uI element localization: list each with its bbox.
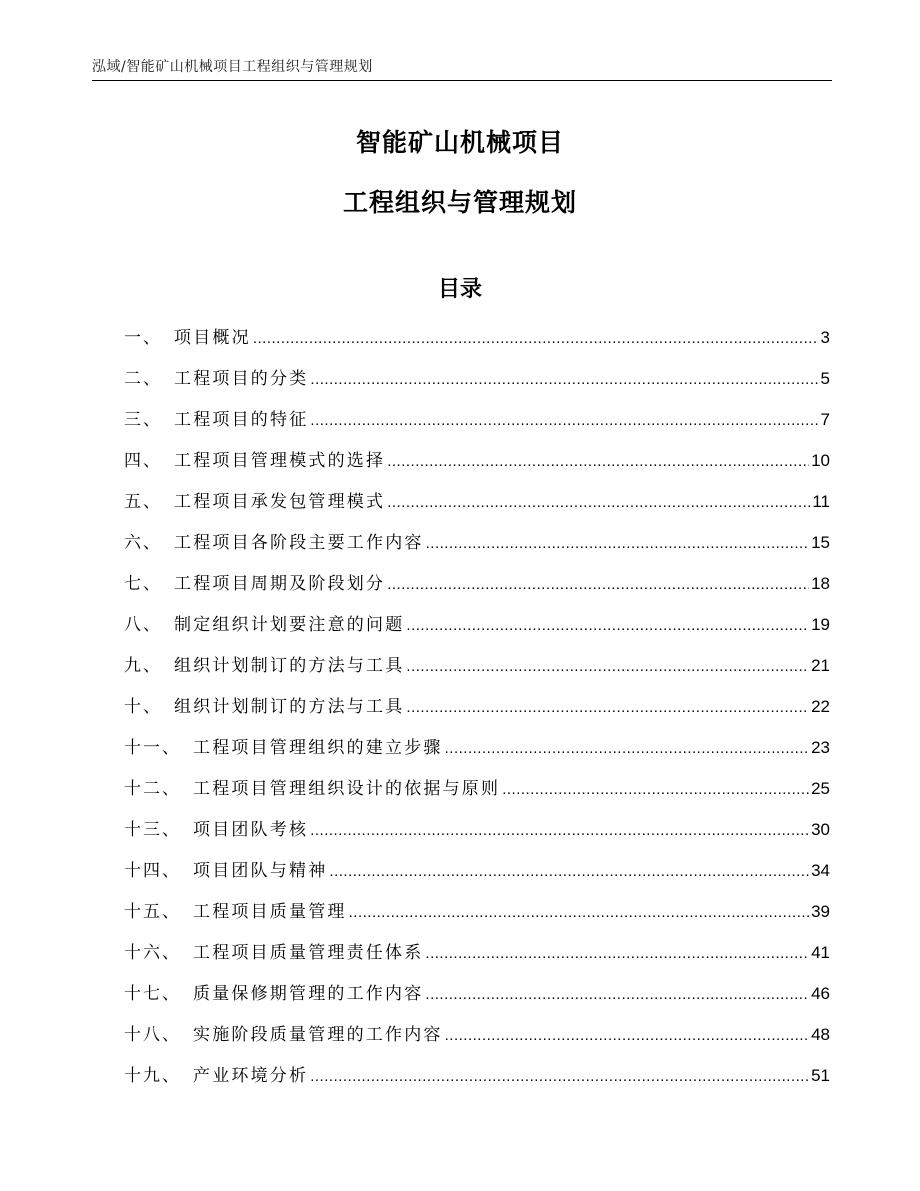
toc-entry-title: 组织计划制订的方法与工具 — [174, 697, 405, 717]
toc-dot-leader — [387, 570, 809, 600]
toc-entry-number: 二、 — [124, 369, 162, 389]
toc-entry-title: 工程项目管理组织设计的依据与原则 — [193, 779, 501, 799]
toc-entry[interactable] — [124, 815, 830, 856]
toc-entry-page: 41 — [811, 943, 830, 962]
toc-entry-title: 制定组织计划要注意的问题 — [174, 615, 405, 635]
toc-entry[interactable] — [124, 610, 830, 651]
toc-entry-page: 15 — [811, 533, 830, 552]
toc-entry-number: 七、 — [124, 574, 162, 594]
toc-entry[interactable] — [124, 487, 830, 528]
toc-entry-title: 工程项目各阶段主要工作内容 — [174, 533, 424, 553]
toc-entry[interactable] — [124, 774, 830, 815]
toc-dot-leader — [387, 488, 810, 518]
toc-entry-page: 39 — [811, 902, 830, 921]
toc-entry-page: 30 — [811, 820, 830, 839]
toc-entry-number: 十六、 — [124, 943, 181, 963]
toc-entry[interactable] — [124, 446, 830, 487]
toc-entry[interactable] — [124, 528, 830, 569]
toc-entry-title: 工程项目的分类 — [174, 369, 309, 389]
toc-dot-leader — [502, 775, 809, 805]
toc-entry-number: 六、 — [124, 533, 162, 553]
toc-entry-number: 十、 — [124, 697, 162, 717]
toc-entry[interactable] — [124, 1061, 830, 1102]
document-title-line2: 工程组织与管理规划 — [342, 188, 577, 217]
toc-entry[interactable] — [124, 323, 830, 364]
toc-entry-title: 项目团队考核 — [193, 820, 309, 840]
toc-entry-number: 十五、 — [124, 902, 181, 922]
document-title-line1: 智能矿山机械项目 — [355, 128, 564, 157]
toc-entry-number: 十一、 — [124, 738, 181, 758]
toc-dot-leader — [406, 693, 809, 723]
toc-entry-title: 工程项目质量管理 — [193, 902, 347, 922]
toc-entry-page: 51 — [811, 1066, 830, 1085]
toc-dot-leader — [445, 734, 809, 764]
toc-entry-number: 三、 — [124, 410, 162, 430]
toc-dot-leader — [425, 939, 809, 969]
toc-dot-leader — [387, 447, 809, 477]
toc-entry-title: 项目概况 — [174, 328, 251, 348]
toc-dot-leader — [426, 529, 809, 559]
toc-entry-number: 十九、 — [124, 1066, 181, 1086]
toc-dot-leader — [310, 816, 809, 846]
running-header: 泓域/智能矿山机械项目工程组织与管理规划 — [92, 59, 373, 75]
toc-dot-leader — [406, 611, 809, 641]
header-divider — [92, 80, 832, 81]
toc-entry-page: 18 — [811, 574, 830, 593]
toc-entry-page: 25 — [811, 779, 830, 798]
toc-dot-leader — [310, 365, 818, 395]
toc-dot-leader — [406, 652, 809, 682]
toc-entry[interactable] — [124, 364, 830, 405]
toc-dot-leader — [253, 324, 819, 354]
toc-entry[interactable] — [124, 1020, 830, 1061]
toc-entry-page: 10 — [811, 451, 830, 470]
toc-entry[interactable] — [124, 569, 830, 610]
toc-entry-page: 3 — [820, 328, 830, 347]
toc-entry-page: 19 — [811, 615, 830, 634]
toc-entry-number: 十七、 — [124, 984, 181, 1004]
table-of-contents — [124, 323, 830, 1102]
toc-entry-number: 十二、 — [124, 779, 181, 799]
toc-entry-title: 组织计划制订的方法与工具 — [174, 656, 405, 676]
toc-entry-number: 一、 — [124, 328, 162, 348]
toc-heading: 目录 — [437, 277, 482, 302]
toc-entry-title: 工程项目质量管理责任体系 — [193, 943, 424, 963]
toc-dot-leader — [445, 1021, 809, 1051]
toc-entry-page: 7 — [820, 410, 830, 429]
toc-entry-title: 工程项目周期及阶段划分 — [174, 574, 386, 594]
toc-entry-page: 22 — [811, 697, 830, 716]
toc-entry[interactable] — [124, 651, 830, 692]
toc-entry-page: 21 — [811, 656, 830, 675]
toc-entry-title: 实施阶段质量管理的工作内容 — [193, 1025, 443, 1045]
toc-entry-page: 48 — [811, 1025, 830, 1044]
toc-entry-number: 十四、 — [124, 861, 181, 881]
toc-dot-leader — [310, 1062, 809, 1092]
toc-entry-title: 工程项目承发包管理模式 — [174, 492, 386, 512]
toc-entry-number: 四、 — [124, 451, 162, 471]
toc-entry[interactable] — [124, 733, 830, 774]
toc-entry-title: 产业环境分析 — [193, 1066, 309, 1086]
toc-dot-leader — [349, 898, 809, 928]
toc-entry[interactable] — [124, 692, 830, 733]
toc-entry-number: 八、 — [124, 615, 162, 635]
toc-entry-title: 工程项目管理模式的选择 — [174, 451, 386, 471]
toc-entry[interactable] — [124, 979, 830, 1020]
toc-dot-leader — [310, 406, 818, 436]
toc-dot-leader — [329, 857, 809, 887]
toc-entry-title: 工程项目的特征 — [174, 410, 309, 430]
toc-entry-number: 九、 — [124, 656, 162, 676]
toc-entry-page: 34 — [811, 861, 830, 880]
toc-entry-title: 质量保修期管理的工作内容 — [193, 984, 424, 1004]
toc-entry[interactable] — [124, 405, 830, 446]
toc-entry-title: 项目团队与精神 — [193, 861, 328, 881]
toc-entry[interactable] — [124, 856, 830, 897]
toc-entry-number: 五、 — [124, 492, 162, 512]
toc-entry[interactable] — [124, 897, 830, 938]
toc-entry-page: 23 — [811, 738, 830, 757]
toc-entry-page: 5 — [820, 369, 830, 388]
toc-entry-number: 十三、 — [124, 820, 181, 840]
toc-entry-page: 11 — [812, 492, 830, 511]
toc-dot-leader — [425, 980, 809, 1010]
toc-entry-title: 工程项目管理组织的建立步骤 — [193, 738, 443, 758]
toc-entry[interactable] — [124, 938, 830, 979]
toc-entry-page: 46 — [811, 984, 830, 1003]
toc-entry-number: 十八、 — [124, 1025, 181, 1045]
